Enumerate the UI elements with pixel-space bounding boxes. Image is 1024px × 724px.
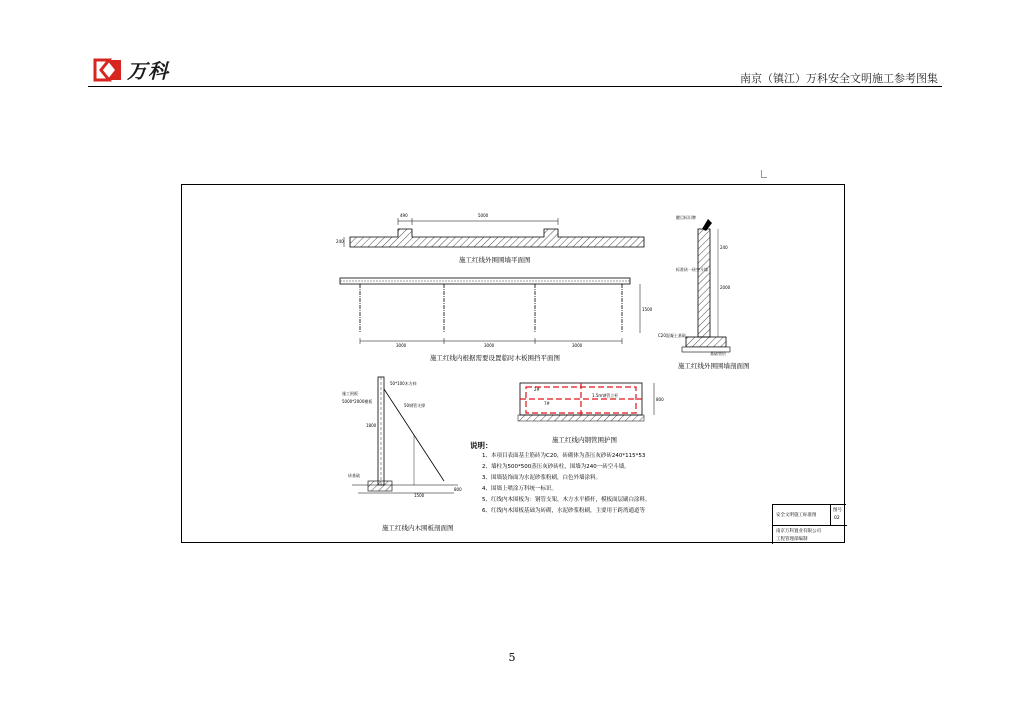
drawing-frame — [181, 184, 845, 543]
wood-label-7: 1500 — [414, 493, 425, 498]
title-block-name: 安全文明施工标准图 — [776, 513, 817, 518]
elev-dim-height: 1500 — [642, 307, 653, 312]
hoarding-elevation — [340, 278, 640, 344]
vanke-logo — [93, 55, 169, 84]
title-block-company: 南京万科置业有限公司 — [776, 529, 821, 534]
wood-hoarding-section — [352, 377, 458, 493]
wood-label-5: 50钢管支撑 — [404, 403, 426, 408]
elev-dim-3: 3000 — [572, 343, 583, 348]
elev-dim-2: 3000 — [484, 343, 495, 348]
page-number: 5 — [508, 651, 516, 664]
section-label-2: 240 — [720, 245, 728, 250]
vanke-logo-icon — [93, 58, 123, 82]
section-label-4: 2000 — [720, 285, 731, 290]
document-title: 南京（镇江）万科安全文明施工参考图集 — [740, 72, 938, 85]
section-title: 施工红线外围围墙剖面图 — [678, 362, 750, 370]
wood-label-2: 施工围板 — [342, 391, 358, 396]
elev-dim-1: 3000 — [396, 343, 407, 348]
note-5: 5、红线内木围板为：钢管支架，木方水平横杆，模板面层刷白涂料。 — [482, 497, 651, 503]
plan-dim-2: 5000 — [478, 213, 489, 218]
plan-title: 施工红线外围围墙平面图 — [459, 256, 531, 264]
wood-label-3: 5000*2000模板 — [342, 399, 373, 404]
title-block-no: 02 — [834, 516, 840, 521]
section-label-5: C20混凝土基础 — [658, 333, 686, 338]
note-1: 1、本项目表面基主筋砖为C20，砖砌体为蒸压灰砂砖240*115*53 — [482, 453, 646, 459]
wood-label-4: 1800 — [366, 423, 377, 428]
note-4: 4、围墙上喷涂万科统一标识。 — [482, 486, 558, 492]
note-3: 3、围墙装饰面为水泥砂浆粉刷，白色外墙涂料。 — [482, 475, 602, 481]
plan-dim-3: 240 — [336, 239, 344, 244]
section-label-6: 基础垫层 — [710, 351, 726, 356]
note-6: 6、红线内木围板基础为砖砌，水泥砂浆粉刷，主要用于跨湾通道等 — [482, 508, 646, 514]
wood-title: 施工红线内木围板剖面图 — [382, 524, 454, 532]
wood-label-8: 800 — [454, 487, 462, 492]
title-block-no-label: 图号 — [833, 508, 842, 513]
title-block-dept: 工程管理部编制 — [776, 537, 808, 542]
section-label-1: 醒目标识牌 — [676, 215, 696, 220]
plan-dim-1: 490 — [400, 213, 408, 218]
notes-block — [470, 440, 651, 517]
crop-mark — [761, 170, 767, 178]
pipe-label-1: 2# — [534, 387, 540, 392]
title-block — [772, 504, 846, 544]
section-label-3: 标准砖一砖空斗墙 — [676, 267, 708, 272]
pipe-label-4: 800 — [656, 397, 664, 402]
logo-text: 万科 — [127, 59, 169, 83]
pipe-title: 施工红线内钢管围护图 — [552, 436, 617, 444]
wood-label-1: 50*100木方料 — [390, 381, 417, 386]
notes-heading: 说明： — [470, 441, 493, 450]
pipe-label-2: 7# — [544, 401, 550, 406]
note-2: 2、墙柱为500*500蒸压灰砂砖柱，围墙为240一砖空斗墙。 — [482, 464, 630, 470]
elev-title: 施工红线内根据需要设置临时木板围挡平面图 — [430, 354, 560, 362]
wall-plan-view — [344, 218, 644, 247]
wood-label-6: 砖基础 — [348, 473, 360, 478]
pipe-label-3: 1.5m钢管立杆 — [592, 393, 619, 398]
header-rule — [88, 86, 942, 87]
